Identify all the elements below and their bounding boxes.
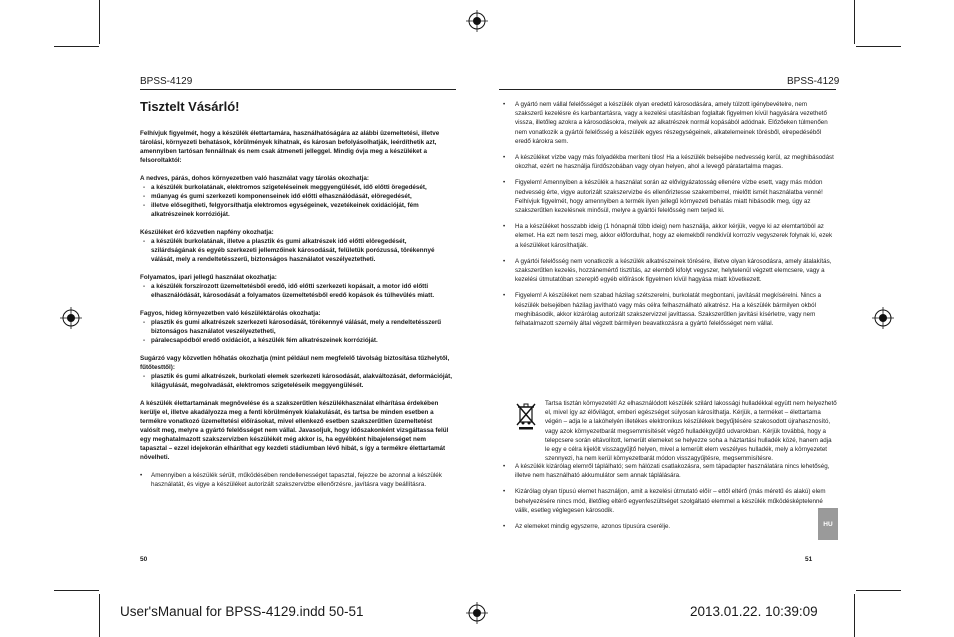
- registration-mark-icon: [466, 602, 488, 624]
- section-list: [140, 282, 452, 300]
- registration-mark-icon: [60, 307, 82, 329]
- section-heading: Folyamatos, ipari jellegű használat okozhatja:: [140, 274, 277, 281]
- left-header-model: BPSS-4129: [140, 76, 193, 87]
- right-header-model: BPSS-4129: [787, 76, 840, 87]
- section-heading: Sugárzó vagy közvetlen hőhatás okozhatja (mint például nem megfelelő távolság biztosítása tűzhelytől, fűtőtesttől):: [140, 355, 450, 371]
- bullet-item: • Az elemeket mindig egyszerre, azonos típusúra cserélje.: [503, 522, 835, 531]
- crossed-out-bin-icon: [515, 402, 537, 430]
- crop-mark: [99, 594, 100, 637]
- crop-mark: [854, 0, 855, 44]
- language-tab: HU: [818, 508, 838, 540]
- crop-mark: [856, 46, 901, 47]
- page-title: Tisztelt Vásárló!: [140, 99, 240, 114]
- bullet-item: • Figyelem! Amennyiben a készülék a használat során az elővigyázatosság ellenére vízbe esett, vagy más módon nedvesség érte, vigye autorizált szakszervizbe és ellenőriztesse szakemberrel, mielőtt ismét használatba venné! Felhívjuk figyelmét, hogy amennyiben a termék ilyen jellegű környezeti behatás miatt hibásodik meg, úgy az szakszerűtlen kezelésnek minősül, melyre a gyártói felelősség nem terjed ki.: [503, 178, 835, 215]
- crop-mark: [854, 594, 855, 637]
- bullet-item: • Ha a készüléket hosszabb ideig (1 hónapnál több ideig) nem használja, akkor kérjük, vegye ki az elemtartóból az elemet. Ha ezt nem teszi meg, akkor előfordulhat, hogy az elemekből rendkívül korrozív vegyszerek folynak ki, ezek a készüléket károsíthatják.: [503, 222, 835, 250]
- bullet-item: • Figyelem! A készüléket nem szabad házilag szétszerelni, burkolatát megbontani, javítását megkísérelni. Nincs a készülék belsejében házilag javítható vagy más célra felhasználható alkatrész. Ha a készülék bármilyen okból meghibásodik, akkor kizárólag autorizált szakszervizzel javíttassa. Szakszerűtlen javítási kísérletre, vagy nem felhatalmazott személy által végzett bármilyen beavatkozásra a gyártó felelősséget nem vállal.: [503, 291, 835, 328]
- section-list: [140, 237, 452, 264]
- section-list: [140, 183, 452, 219]
- bullet-item: • A gyártói felelősség nem vonatkozik a készülék alkatrészeinek törésére, illetve olyan károsodásra, amely átalakítás, szakszerűtlen kezelés, hozzánemértő tisztítás, az elemből kifolyt vegyszer, helytelenül végzett elemcsere, vagy a kezelési útmutatóban szereplő egyéb előírások figyelmen kívül hagyása miatt következett.: [503, 257, 835, 285]
- intro-paragraph: Felhívjuk figyelmét, hogy a készülék élettartamára, használhatóságára az alábbi üzemeltetési, illetve tárolási, környezeti behatások, körülmények kihatnak, és károsan befolyásolhatják, leérdíthetik azt, amennyiben tartósan fennállnak és nem csak átmeneti jelleggel. Mindig óvja meg a készüléket a felsoroltaktól:: [140, 130, 440, 164]
- list-item: - páralecsapódból eredő oxidációt, a készülék fém alkatrészeinek korrózióját.: [140, 336, 452, 345]
- list-item: - plasztik és gumi alkatrészek szerkezeti károsodását, törékennyé válását, mely a rendeltetésszerű biztonságos használatot veszélyeztetheti,: [140, 318, 452, 336]
- list-item: - plasztik és gumi alkatrészek, burkolati elemek szerkezeti károsodását, alakváltozását, deformációját, kilágyulását, megolvadását, elektromos szigeteléseik meggyengülését.: [140, 372, 452, 390]
- page-number: 51: [805, 556, 813, 563]
- list-item: - a készülék burkolatának, elektromos szigeteléseinek meggyengülését, idő előtti öregedését,: [140, 183, 452, 192]
- bullet-item: • Kizárólag olyan típusú elemet használjon, amit a kezelési útmutató előír – ettől eltérő (más méretű és alakú) elem behelyezésére nincs mód, illetőleg eltérő egyenfeszültséget szolgáltató elemmel a készülék működésképtelenné válik, esetleg véglegesen károsodik.: [503, 487, 835, 515]
- crop-mark: [856, 590, 901, 591]
- closing-paragraph: A készülék élettartamának megnövelése és a szakszerűtlen készülékhasználat elhárítása érdekében kerülje el, illetve akadályozza meg a fenti körülmények kialakulását, és tartsa be minden esetben a termékre vonatkozó üzemeltetési előírásokat, mivel ellenkező esetben szakszerűtlen üzemeltetést valósít meg, melyre a gyártó felelősséget nem vállal. Javasoljuk, hogy időszakonként vizsgáltassa felül egy meghatalmazott szakszervizben készülékét még akkor is, ha egyébként hibajelenséget nem tapasztal – ezzel idejekorán elháríthat egy kezdeti stádiumban lévő hibát, s így a termékre élettartamát növelheti.: [140, 400, 449, 461]
- registration-mark-icon: [466, 10, 488, 32]
- bullet-item: • A gyártó nem vállal felelősséget a készülék olyan eredetű károsodására, amely túlzott igénybevételre, nem szakszerű kezelésre és karbantartásra, vagy a kezelési utasításban foglaltak figyelmen kívül hagyására vezethető vissza, illetőleg azokra a károsodásokra, melyek az alkatrészek normál kopásából adódnak. Előzőeken túlmenően nem vonatkozik a gyártói felelősség a készülék egyes részegységeinek, alkatelemeinek törésből, elrepedéséből eredő károkra sem.: [503, 100, 835, 146]
- right-column: [503, 100, 835, 335]
- list-item: - illetve elősegítheti, felgyorsíthatja elektromos egységeinek, vezetékeinek oxidációját, fém alkatrészeinek korrózióját.: [140, 201, 452, 219]
- section-heading: Készüléket érő közvetlen napfény okozhatja:: [140, 229, 274, 236]
- bullet-item: • A készüléket vízbe vagy más folyadékba meríteni tilos! Ha a készülék belsejébe nedvesség kerül, az meghibásodást okozhat, ezért ne használja fürdőszobában vagy olyan helyen, ahol a levegő páratartalma magas.: [503, 153, 835, 171]
- file-slug: User'sManual for BPSS-4129.indd 50-51: [120, 604, 364, 619]
- section-heading: Fagyos, hideg környezetben való készüléktárolás okozhatja:: [140, 310, 321, 317]
- left-column: [140, 129, 452, 489]
- registration-mark-icon: [872, 307, 894, 329]
- timestamp-slug: 2013.01.22. 10:39:09: [690, 604, 818, 619]
- right-column-lower: [503, 462, 835, 538]
- crop-mark: [99, 0, 100, 44]
- header-rule: [499, 89, 836, 90]
- page-number: 50: [140, 556, 148, 563]
- bullet-item: • Amennyiben a készülék sérült, működésében rendellenességet tapasztal, fejezze be azonnal a készülék használatát, és vigye a készüléket autorizált szakszervizbe ellenőrzésre, javításra vagy beállításra.: [140, 471, 452, 489]
- list-item: - a készülék forszírozott üzemeltetésből eredő, idő előtti szerkezeti kopásait, a motor idő előtti elhasználódását, károsodását a folyamatos üzemeltetésből eredő kopások és túlhevülés miatt.: [140, 282, 452, 300]
- section-list: [140, 372, 452, 390]
- section-heading: A nedves, párás, dohos környezetben való használat vagy tárolás okozhatja:: [140, 175, 369, 182]
- crop-mark: [54, 46, 99, 47]
- list-item: - műanyag és gumi szerkezeti komponenseinek idő előtti elhasználódását, elöregedését,: [140, 192, 452, 201]
- list-item: - a készülék burkolatának, illetve a plasztik és gumi alkatrészek idő előtti elöregedését, szilárdságának és egyéb szerkezeti jellemzőinek károsodását, felületük porózussá, törékennyé válását, mely a rendeltetésszerű, biztonságos használatot veszélyeztetheti.: [140, 237, 452, 264]
- section-list: [140, 318, 452, 345]
- bullet-item: • A készülék kizárólag elemről táplálható; sem hálózati csatlakozásra, sem tápadapter használatára nincs lehetőség, illetve nem használható akkumulátor sem annak táplálására.: [503, 462, 835, 480]
- crop-mark: [54, 590, 99, 591]
- header-rule: [140, 89, 456, 90]
- weee-notice: Tartsa tisztán környezetét! Az elhasználódott készülék szilárd lakossági hulladékkal együtt nem helyezhető el, mivel így az élővilágot, emberi egészséget súlyosan károsíthatja. Kérjük, a terméket – élettartama végén – adja le a lakóhelyén illetékes elektronikus készülékek begyűjtésére szakosodott újrahasznosító, vagy azok környezetbarát megsemmisítését végző hulladékgyűjtő udvarokban. Kérjük továbbá, hogy a telepcsere során eltávolított, lemerült elemeket se helyezze soha a háztartási hulladék közé, hanem adja le egy e célra kijelölt visszagyűjtő helyen, mivel a lemerült elem veszélyes hulladék, mely a környezetet szennyezi, ha nem kerül környezetbarát módon visszagyűjtésre, megsemmisítésre.: [545, 400, 837, 463]
